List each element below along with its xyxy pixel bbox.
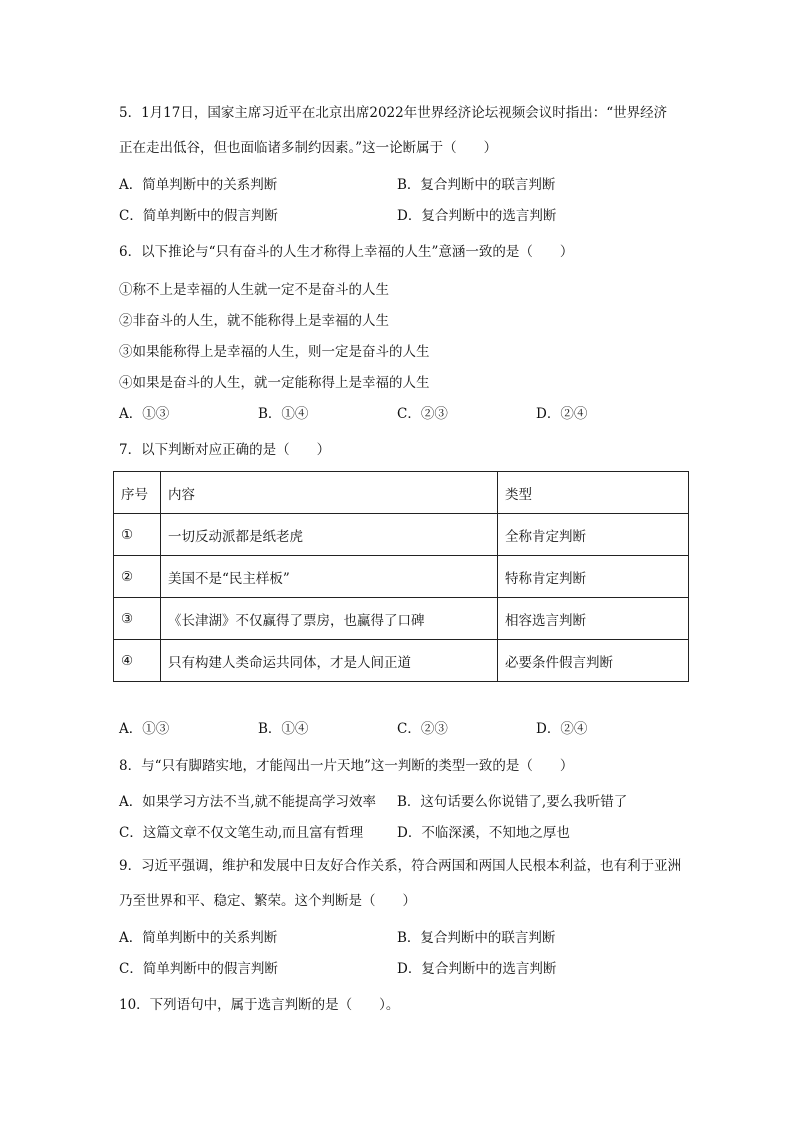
q7-option-b: B．①④ — [258, 721, 309, 737]
q7-row4-type: 必要条件假言判断 — [498, 640, 689, 682]
q5-option-a: A．简单判断中的关系判断 — [119, 177, 278, 193]
q7-row4-index: ④ — [114, 640, 161, 682]
q8-option-b: B．这句话要么你说错了,要么我听错了 — [397, 794, 628, 810]
table-row — [114, 640, 689, 682]
q7-table-header — [114, 472, 689, 514]
q7-header-type: 类型 — [498, 472, 689, 514]
q7-row3-index: ③ — [114, 598, 161, 640]
q6-option-a: A．①③ — [119, 406, 170, 422]
q8-option-c: C．这篇文章不仅文笔生动,而且富有哲理 — [119, 825, 364, 841]
q8-stem: 8．与“只有脚踏实地，才能闯出一片天地”这一判断的类型一致的是（ ） — [119, 758, 574, 774]
q7-row1-index: ① — [114, 514, 161, 556]
q6-option-d: D．②④ — [536, 406, 588, 422]
q5-stem-line2: 正在走出低谷，但也面临诸多制约因素。”这一论断属于（ ） — [119, 140, 498, 156]
q7-table — [113, 471, 689, 682]
q7-header-index: 序号 — [114, 472, 161, 514]
q6-item-4: ④如果是奋斗的人生，就一定能称得上是幸福的人生 — [119, 375, 430, 391]
q5-stem-line1: 5．1月17日，国家主席习近平在北京出席2022年世界经济论坛视频会议时指出：“世界经济 — [119, 105, 668, 121]
q7-row3-content: 《长津湖》不仅赢得了票房，也赢得了口碑 — [161, 598, 498, 640]
q7-row1-content: 一切反动派都是纸老虎 — [161, 514, 498, 556]
q6-option-b: B．①④ — [258, 406, 309, 422]
q6-item-2: ②非奋斗的人生，就不能称得上是幸福的人生 — [119, 313, 389, 329]
q9-option-d: D．复合判断中的选言判断 — [397, 961, 557, 977]
table-row — [114, 556, 689, 598]
q7-row1-type: 全称肯定判断 — [498, 514, 689, 556]
q9-option-c: C．简单判断中的假言判断 — [119, 961, 278, 977]
q8-option-d: D．不临深溪，不知地之厚也 — [397, 825, 570, 841]
q10-stem: 10．下列语句中，属于选言判断的是（ ）。 — [119, 997, 400, 1013]
q6-stem: 6．以下推论与“只有奋斗的人生才称得上幸福的人生”意涵一致的是（ ） — [119, 244, 574, 260]
q5-option-d: D．复合判断中的选言判断 — [397, 208, 557, 224]
q7-row2-index: ② — [114, 556, 161, 598]
q6-item-1: ①称不上是幸福的人生就一定不是奋斗的人生 — [119, 282, 389, 298]
q7-row3-type: 相容选言判断 — [498, 598, 689, 640]
q9-option-b: B．复合判断中的联言判断 — [397, 930, 556, 946]
table-row — [114, 598, 689, 640]
q6-item-3: ③如果能称得上是幸福的人生，则一定是奋斗的人生 — [119, 344, 430, 360]
q7-row2-type: 特称肯定判断 — [498, 556, 689, 598]
q7-option-c: C．②③ — [397, 721, 448, 737]
q7-row4-content: 只有构建人类命运共同体，才是人间正道 — [161, 640, 498, 682]
q7-header-content: 内容 — [161, 472, 498, 514]
q7-row2-content: 美国不是“民主样板” — [161, 556, 498, 598]
q6-option-c: C．②③ — [397, 406, 448, 422]
q9-stem-line1: 9．习近平强调，维护和发展中日友好合作关系，符合两国和两国人民根本利益，也有利于亚洲 — [119, 858, 682, 874]
table-row — [114, 514, 689, 556]
q8-option-a: A．如果学习方法不当,就不能提高学习效率 — [119, 794, 377, 810]
q5-option-b: B．复合判断中的联言判断 — [397, 177, 556, 193]
q5-option-c: C．简单判断中的假言判断 — [119, 208, 278, 224]
q7-option-d: D．②④ — [536, 721, 588, 737]
q9-option-a: A．简单判断中的关系判断 — [119, 930, 278, 946]
q7-option-a: A．①③ — [119, 721, 170, 737]
q9-stem-line2: 乃至世界和平、稳定、繁荣。这个判断是（ ） — [119, 893, 416, 909]
q7-stem: 7．以下判断对应正确的是（ ） — [119, 442, 331, 458]
